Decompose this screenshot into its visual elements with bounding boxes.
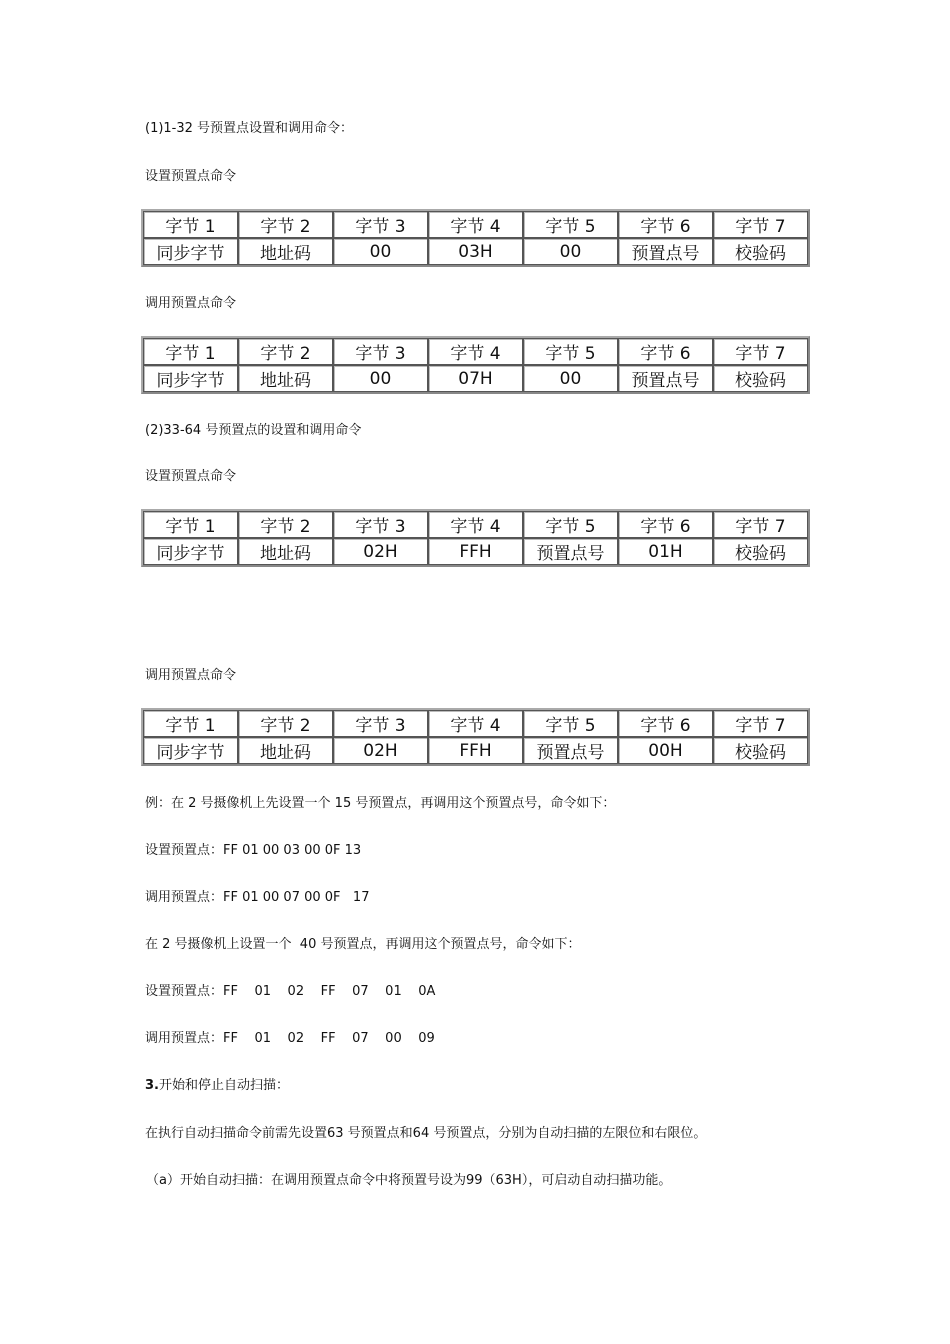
table-cell: 地址码: [238, 737, 333, 764]
table-header-cell: 字节 1: [143, 338, 238, 365]
table-header-cell: 字节 7: [713, 710, 808, 737]
table-header-cell: 字节 7: [713, 211, 808, 238]
table-header-cell: 字节 2: [238, 338, 333, 365]
section3-heading: [145, 1077, 289, 1095]
table-cell: 预置点号: [618, 365, 713, 392]
example2-call-command: 调用预置点：FF 01 02 FF 07 00 09: [145, 1031, 435, 1046]
table-header-cell: 字节 2: [238, 710, 333, 737]
table-row: [143, 538, 808, 565]
table-cell: 校验码: [713, 238, 808, 265]
table-cell: 02H: [333, 538, 428, 565]
table-header-cell: 字节 3: [333, 710, 428, 737]
table-cell: 同步字节: [143, 737, 238, 764]
table-cell: 校验码: [713, 737, 808, 764]
table-cell: 02H: [333, 737, 428, 764]
section3-heading-number: 3.: [145, 1078, 159, 1093]
table-header-row: [143, 338, 808, 365]
example1-set-command: 设置预置点：FF 01 00 03 00 0F 13: [145, 843, 362, 858]
table-header-cell: 字节 1: [143, 511, 238, 538]
call-preset-table-2: [141, 708, 810, 766]
table-row: [143, 365, 808, 392]
table-cell: 00: [523, 238, 618, 265]
table-row: [143, 737, 808, 764]
table-header-cell: 字节 3: [333, 211, 428, 238]
table-cell: 地址码: [238, 238, 333, 265]
set-preset-label-2: 设置预置点命令: [145, 469, 237, 484]
table-header-cell: 字节 5: [523, 338, 618, 365]
call-preset-label-2: 调用预置点命令: [145, 668, 237, 683]
table-header-cell: 字节 4: [428, 511, 523, 538]
table-header-cell: 字节 4: [428, 338, 523, 365]
table-cell: 00: [333, 238, 428, 265]
table-header-cell: 字节 6: [618, 338, 713, 365]
example1-call-command: 调用预置点：FF 01 00 07 00 0F 17: [145, 890, 370, 905]
table-cell: 01H: [618, 538, 713, 565]
table-header-cell: 字节 2: [238, 511, 333, 538]
example2-set-command: 设置预置点：FF 01 02 FF 07 01 0A: [145, 984, 436, 999]
table-header-cell: 字节 3: [333, 338, 428, 365]
table-header-cell: 字节 6: [618, 211, 713, 238]
table-header-row: [143, 511, 808, 538]
table-header-cell: 字节 6: [618, 710, 713, 737]
table-cell: 校验码: [713, 365, 808, 392]
table-header-cell: 字节 5: [523, 710, 618, 737]
example1-intro: 例：在 2 号摄像机上先设置一个 15 号预置点，再调用这个预置点号，命令如下：: [145, 796, 616, 811]
table-cell: FFH: [428, 737, 523, 764]
table-cell: 00: [523, 365, 618, 392]
table-cell: 00H: [618, 737, 713, 764]
table-cell: 03H: [428, 238, 523, 265]
table-cell: FFH: [428, 538, 523, 565]
table-header-cell: 字节 4: [428, 211, 523, 238]
table-cell: 00: [333, 365, 428, 392]
table-cell: 07H: [428, 365, 523, 392]
section2-heading: (2)33-64 号预置点的设置和调用命令: [145, 423, 362, 438]
table-header-cell: 字节 5: [523, 211, 618, 238]
table-cell: 同步字节: [143, 238, 238, 265]
set-preset-table-1: [141, 209, 810, 267]
section3-intro: 在执行自动扫描命令前需先设置63 号预置点和64 号预置点，分别为自动扫描的左限位和右限位。: [145, 1126, 707, 1141]
table-cell: 预置点号: [523, 538, 618, 565]
table-header-cell: 字节 5: [523, 511, 618, 538]
table-cell: 地址码: [238, 538, 333, 565]
table-header-cell: 字节 2: [238, 211, 333, 238]
example2-intro: 在 2 号摄像机上设置一个 40 号预置点，再调用这个预置点号，命令如下：: [145, 937, 581, 952]
set-preset-table-2: [141, 509, 810, 567]
table-cell: 校验码: [713, 538, 808, 565]
call-preset-label-1: 调用预置点命令: [145, 296, 237, 311]
table-header-row: [143, 710, 808, 737]
table-header-row: [143, 211, 808, 238]
section3-item-a: （a）开始自动扫描：在调用预置点命令中将预置号设为99（63H），可启动自动扫描功能。: [146, 1173, 672, 1188]
table-header-cell: 字节 7: [713, 338, 808, 365]
table-row: [143, 238, 808, 265]
table-cell: 预置点号: [523, 737, 618, 764]
table-header-cell: 字节 4: [428, 710, 523, 737]
section1-heading: (1)1-32 号预置点设置和调用命令：: [145, 121, 354, 136]
table-cell: 地址码: [238, 365, 333, 392]
table-header-cell: 字节 7: [713, 511, 808, 538]
table-header-cell: 字节 6: [618, 511, 713, 538]
table-cell: 预置点号: [618, 238, 713, 265]
call-preset-table-1: [141, 336, 810, 394]
section3-heading-text: 开始和停止自动扫描：: [158, 1078, 289, 1093]
set-preset-label-1: 设置预置点命令: [145, 169, 237, 184]
table-cell: 同步字节: [143, 365, 238, 392]
table-header-cell: 字节 1: [143, 211, 238, 238]
table-header-cell: 字节 1: [143, 710, 238, 737]
table-header-cell: 字节 3: [333, 511, 428, 538]
table-cell: 同步字节: [143, 538, 238, 565]
